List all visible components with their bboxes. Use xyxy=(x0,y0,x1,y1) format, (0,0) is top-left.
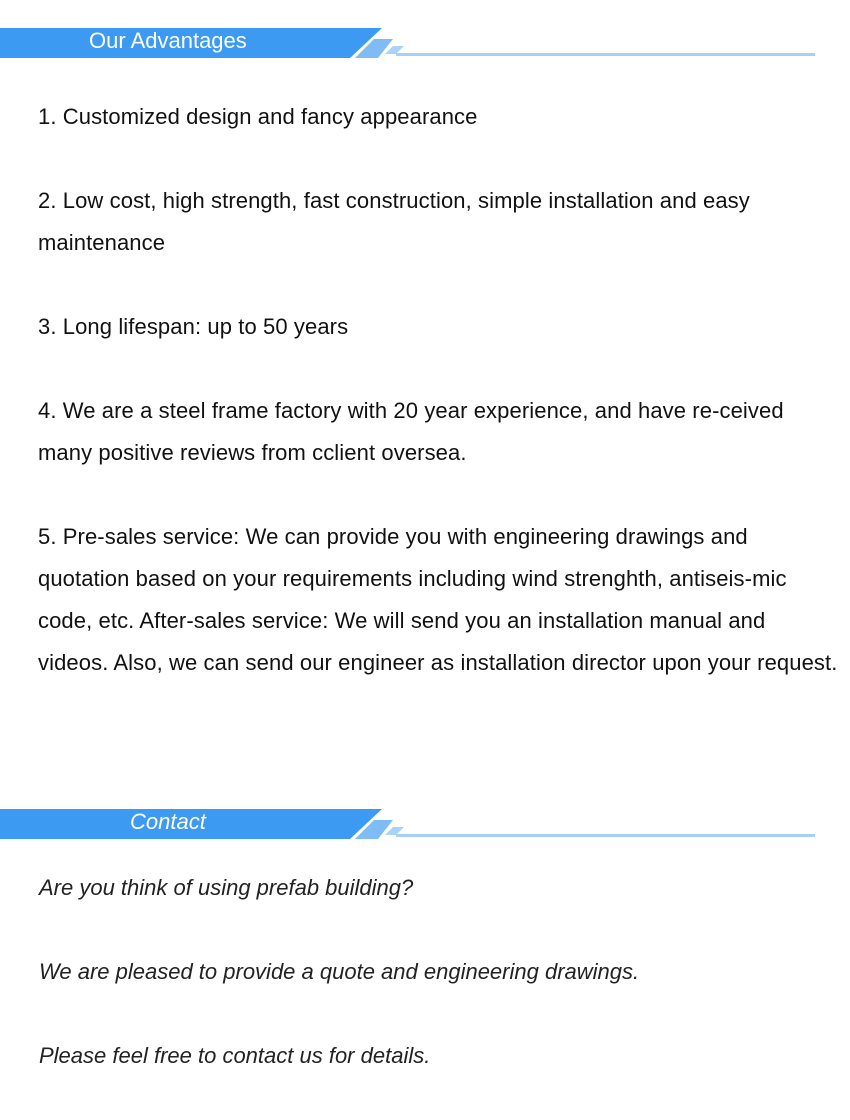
advantage-item: 1. Customized design and fancy appearance xyxy=(38,104,478,129)
advantage-item: 3. Long lifespan: up to 50 years xyxy=(38,314,349,339)
advantage-item: 2. Low cost, high strength, fast construction, simple installation and easy maintenance xyxy=(38,188,750,255)
contact-text xyxy=(39,868,839,1120)
advantages-list xyxy=(38,96,838,726)
section-title: Our Advantages xyxy=(89,28,247,53)
contact-line: Are you think of using prefab building? xyxy=(39,875,414,900)
banner-graphic xyxy=(0,808,850,842)
contact-line: Please feel free to contact us for details. xyxy=(39,1043,431,1068)
contact-line: We are pleased to provide a quote and engineering drawings. xyxy=(39,959,640,984)
section-title: Contact xyxy=(130,809,206,834)
section-header-advantages xyxy=(0,27,850,61)
advantage-item: 4. We are a steel frame factory with 20 year experience, and have re-ceived many positive reviews from cclient oversea. xyxy=(38,398,784,465)
section-header-contact xyxy=(0,808,850,842)
advantage-item: 5. Pre-sales service: We can provide you with engineering drawings and quotation based on your requirements including wind strenghth, antiseis-mic code, etc. After-sales service: We will send you an installation manual and videos. Also, we can send our engineer as installation director upon your request. xyxy=(38,524,838,675)
